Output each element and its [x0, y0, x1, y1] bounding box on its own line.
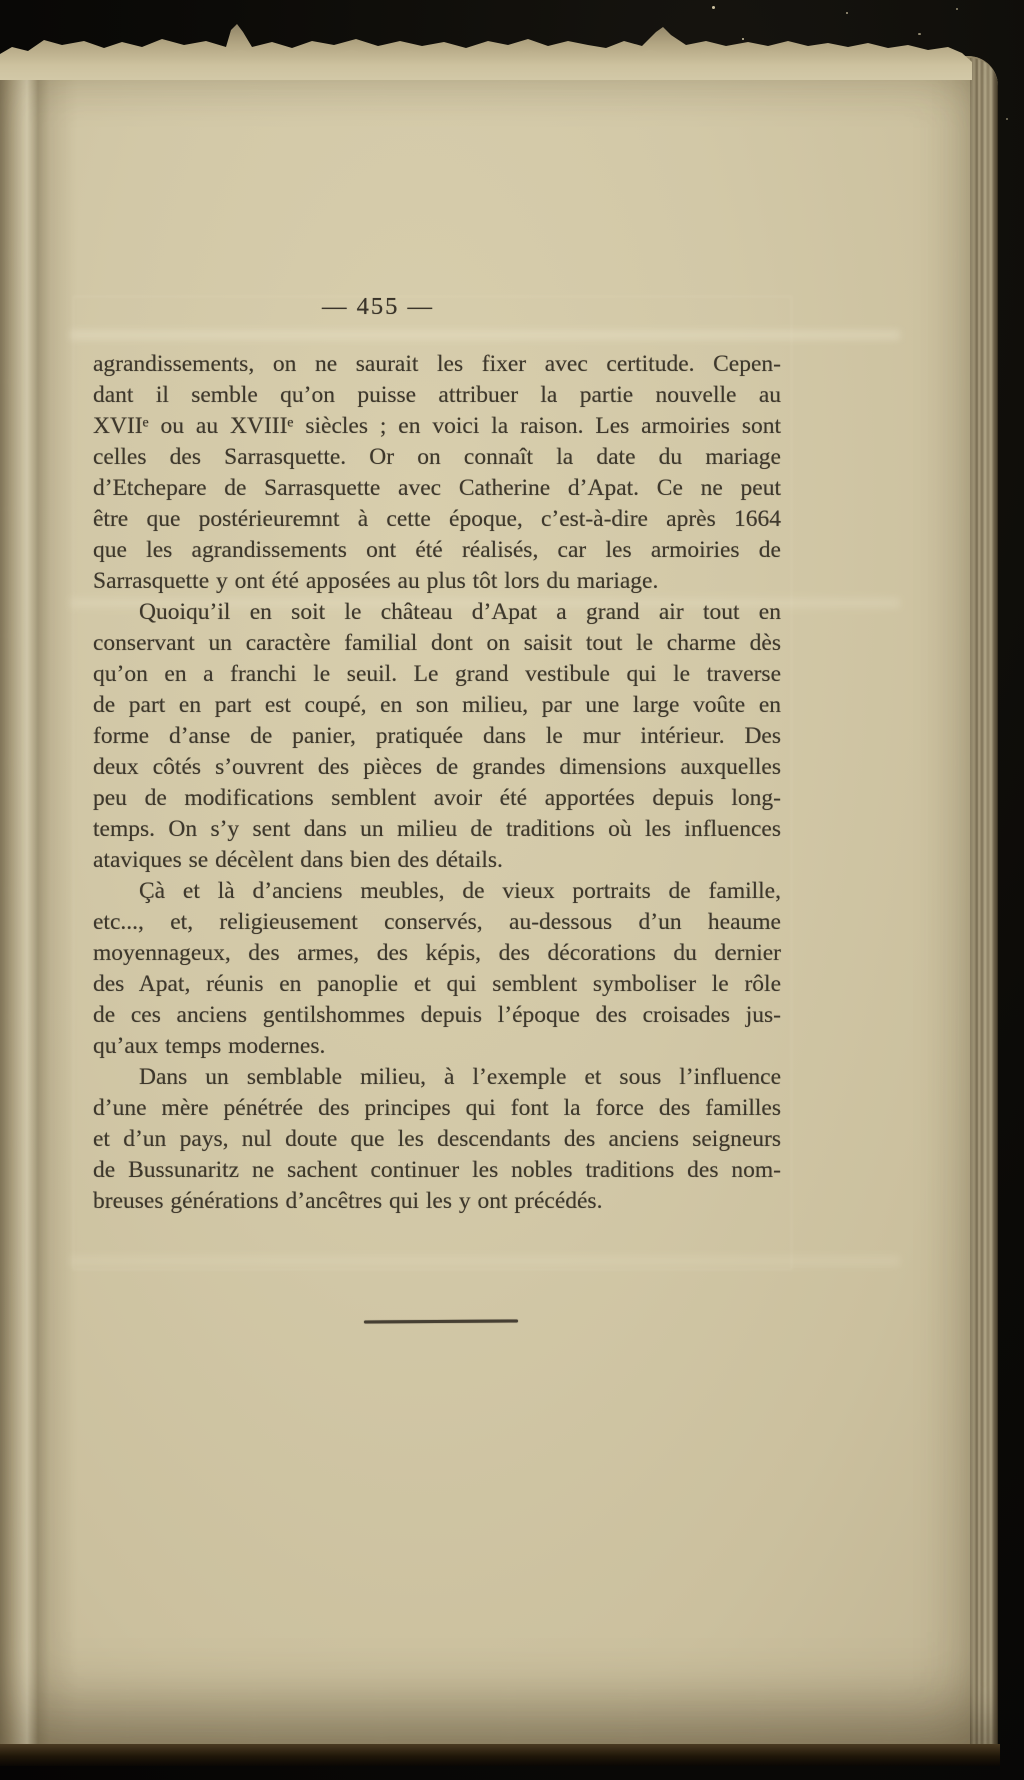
- paragraph: [93, 876, 781, 1062]
- bottom-page-shadow: [0, 1744, 1000, 1766]
- text-line: conservant un caractère familial dont on saisit tout le charme dès: [93, 630, 781, 656]
- text-line: XVIIᵉ ou au XVIIIᵉ siècles ; en voici la raison. Les armoiries sont: [93, 413, 781, 439]
- text-line: d’Etchepare de Sarrasquette avec Catherine d’Apat. Ce ne peut: [93, 475, 781, 501]
- text-line: Quoiqu’il en soit le château d’Apat a grand air tout en: [139, 599, 781, 625]
- text-line: dant il semble qu’on puisse attribuer la partie nouvelle au: [93, 382, 781, 408]
- text-line: des Apat, réunis en panoplie et qui semblent symboliser le rôle: [93, 971, 781, 997]
- paper-press-band: [70, 1256, 900, 1266]
- text-block: [93, 349, 781, 1217]
- text-line: temps. On s’y sent dans un milieu de traditions où les influences: [93, 816, 781, 842]
- paragraph: [93, 597, 781, 876]
- text-line: agrandissements, on ne saurait les fixer avec certitude. Cepen-: [93, 351, 781, 377]
- text-line: Sarrasquette y ont été apposées au plus tôt lors du mariage.: [93, 568, 659, 594]
- text-line: ataviques se décèlent dans bien des détails.: [93, 847, 503, 873]
- dust-speck: [846, 12, 848, 14]
- text-line: breuses générations d’ancêtres qui les y ont précédés.: [93, 1188, 603, 1214]
- text-line: peu de modifications semblent avoir été apportées depuis long-: [93, 785, 781, 811]
- text-line: moyennageux, des armes, des képis, des décorations du dernier: [93, 940, 781, 966]
- text-line: celles des Sarrasquette. Or on connaît la date du mariage: [93, 444, 781, 470]
- text-line: Dans un semblable milieu, à l’exemple et sous l’influence: [139, 1064, 781, 1090]
- text-line: et d’un pays, nul doute que les descendants des anciens seigneurs: [93, 1126, 781, 1152]
- text-line: Çà et là d’anciens meubles, de vieux portraits de famille,: [139, 878, 781, 904]
- paragraph: [93, 349, 781, 597]
- text-line: être que postérieuremnt à cette époque, c’est-à-dire après 1664: [93, 506, 781, 532]
- dust-speck: [712, 6, 715, 9]
- text-line: forme d’anse de panier, pratiquée dans le mur intérieur. Des: [93, 723, 781, 749]
- page-stack-edge: [970, 58, 998, 1750]
- paragraph: [93, 1062, 781, 1217]
- text-line: que les agrandissements ont été réalisés, car les armoiries de: [93, 537, 781, 563]
- text-line: de ces anciens gentilshommes depuis l’époque des croisades jus-: [93, 1002, 781, 1028]
- paper-press-band: [70, 330, 900, 340]
- text-line: qu’on en a franchi le seuil. Le grand vestibule qui le traverse: [93, 661, 781, 687]
- page-number: — 455 —: [322, 293, 434, 320]
- text-line: de Bussunaritz ne sachent continuer les nobles traditions des nom-: [93, 1157, 781, 1183]
- text-line: d’une mère pénétrée des principes qui font la force des familles: [93, 1095, 781, 1121]
- dust-speck: [1006, 118, 1008, 120]
- text-line: qu’aux temps modernes.: [93, 1033, 326, 1059]
- text-line: deux côtés s’ouvrent des pièces de grandes dimensions auxquelles: [93, 754, 781, 780]
- dust-speck: [918, 33, 921, 35]
- dust-speck: [742, 38, 744, 40]
- text-line: etc..., et, religieusement conservés, au-dessous d’un heaume: [93, 909, 781, 935]
- text-line: de part en part est coupé, en son milieu, par une large voûte en: [93, 692, 781, 718]
- dust-speck: [956, 8, 958, 10]
